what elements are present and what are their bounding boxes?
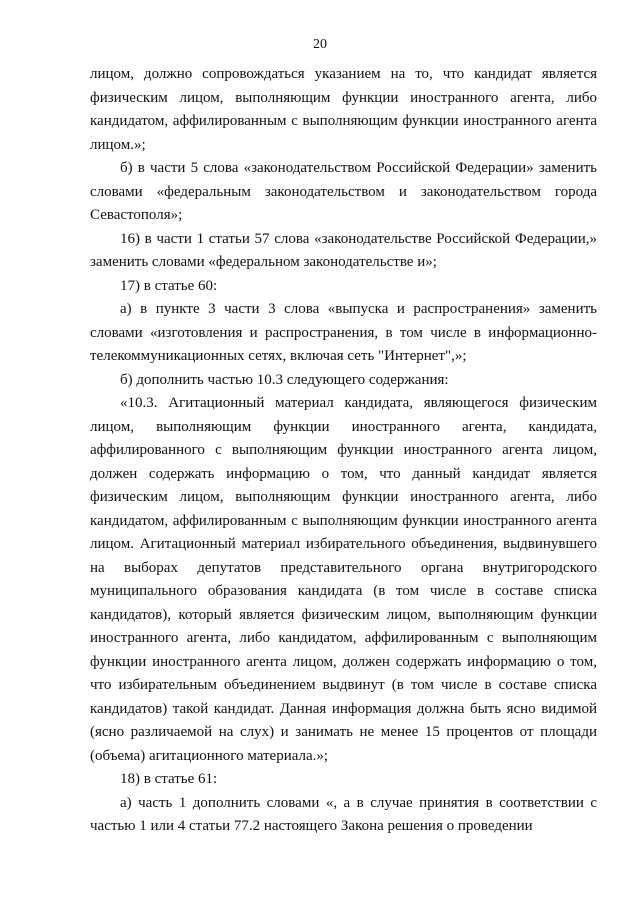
page-number: 20 [313,37,327,52]
paragraph: б) в части 5 слова «законодательством Российской Федерации» заменить словами «федеральным законодательством и законодательством города Севастополя»; [90,160,597,223]
paragraph: лицом, должно сопровождаться указанием на то, что кандидат является физическим лицом, выполняющим функции иностранного агента, либо кандидатом, аффилированным с выполняющим функции иностранного агента лицом.»; [90,66,597,153]
paragraph: «10.3. Агитационный материал кандидата, являющегося физическим лицом, выполняющим функции иностранного агента, кандидата, аффилированного с выполняющим функции иностранного агента лицом, должен содержать информацию о том, что данный кандидат является физическим лицом, выполняющим функции иностранного агента, либо кандидатом, аффилированным с выполняющим функции иностранного агента лицом. Агитационный материал избирательного объединения, выдвинувшего на выборах депутатов представительного органа внутригородского муниципального образования кандидата (в том числе в составе списка кандидатов), который является физическим лицом, выполняющим функции иностранного агента, либо кандидатом, аффилированным с выполняющим функции иностранного агента лицом, должен содержать информацию о том, что избирательным объединением выдвинут (в том числе в составе списка кандидатов) такой кандидат. Данная информация должна быть ясно видимой (ясно различаемой на слух) и занимать не менее 15 процентов от площади (объема) агитационного материала.»; [90,395,597,764]
paragraph: б) дополнить частью 10.3 следующего содержания: [120,371,449,388]
paragraph: а) в пункте 3 части 3 слова «выпуска и распространения» заменить словами «изготовления и распространения, в том числе в информационно-телекоммуникационных сетях, включая сеть "Интернет",»; [90,301,597,364]
paragraph: 16) в части 1 статьи 57 слова «законодательстве Российской Федерации,» заменить словами «федеральном законодательстве и»; [90,230,597,270]
paragraph: а) часть 1 дополнить словами «, а в случае принятия в соответствии с частью 1 или 4 статьи 77.2 настоящего Закона решения о проведении [90,794,597,834]
paragraph: 18) в статье 61: [120,771,218,787]
document-body [90,63,597,839]
paragraph: 17) в статье 60: [120,277,218,294]
